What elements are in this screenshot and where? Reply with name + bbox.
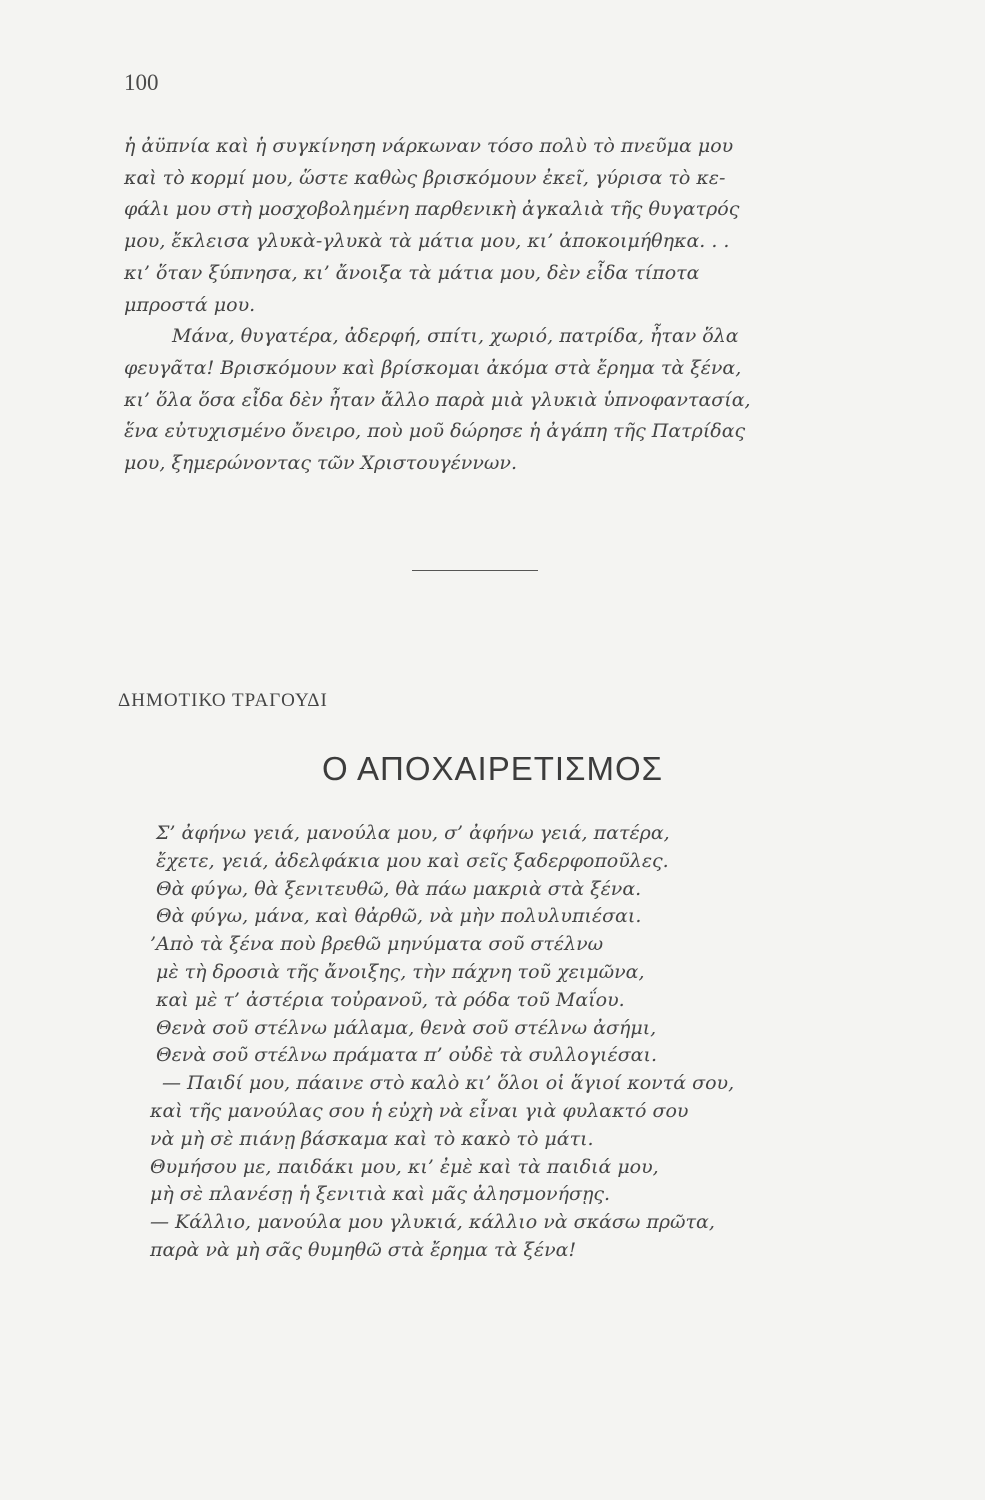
poem-line: Θὰ φύγω, θὰ ξενιτευθῶ, θὰ πάω μακριὰ στὰ ξένα. <box>156 877 642 900</box>
prose-line: κι’ ὅλα ὅσα εἶδα δὲν ἦταν ἄλλο παρὰ μιὰ γλυκιὰ ὑπνοφαντασία, <box>124 388 751 411</box>
prose-line: φάλι μου στὴ μοσχοβολημένη παρθενικὴ ἀγκαλιὰ τῆς θυγατρός <box>124 198 740 221</box>
prose-line: ἡ ἀϋπνία καὶ ἡ συγκίνηση νάρκωναν τόσο πολὺ τὸ πνεῦμα μου <box>124 135 734 157</box>
section-divider <box>412 570 538 571</box>
paragraph-1 <box>124 131 850 321</box>
prose-line: μου, ξημερώνοντας τῶν Χριστουγέννων. <box>124 452 517 475</box>
poem-line: Θενὰ σοῦ στέλνω πράματα π’ οὐδὲ τὰ συλλογιέσαι. <box>156 1044 657 1067</box>
page-number: 100 <box>124 70 159 95</box>
poem-line: ’Απὸ τὰ ξένα ποὺ βρεθῶ μηνύματα σοῦ στέλνω <box>150 933 604 956</box>
prose-line: κι’ ὅταν ξύπνησα, κι’ ἄνοιξα τὰ μάτια μου, δὲν εἶδα τίποτα <box>124 261 700 284</box>
poem-body <box>150 820 850 1265</box>
poem-line: παρὰ νὰ μὴ σᾶς θυμηθῶ στὰ ἔρημα τὰ ξένα! <box>150 1238 577 1261</box>
poem-line: καὶ τῆς μανούλας σου ἡ εὐχὴ νὰ εἶναι γιὰ φυλακτό σου <box>150 1099 689 1122</box>
prose-line: ἕνα εὐτυχισμένο ὄνειρο, ποὺ μοῦ δώρησε ἡ ἀγάπη τῆς Πατρίδας <box>124 420 746 443</box>
poem-line: μὲ τὴ δροσιὰ τῆς ἄνοιξης, τὴν πάχνη τοῦ χειμῶνα, <box>156 960 645 983</box>
poem-line: — Κάλλιο, μανούλα μου γλυκιά, κάλλιο νὰ σκάσω πρῶτα, <box>150 1211 715 1234</box>
prose-line: φευγᾶτα! Βρισκόμουν καὶ βρίσκομαι ἀκόμα στὰ ἔρημα τὰ ξένα, <box>124 356 742 379</box>
poem-line: Θενὰ σοῦ στέλνω μάλαμα, θενὰ σοῦ στέλνω ἀσήμι, <box>156 1016 657 1039</box>
prose-text <box>124 131 850 480</box>
poem-line: Σ’ ἀφήνω γειά, μανούλα μου, σ’ ἀφήνω γειά, πατέρα, <box>156 822 670 844</box>
poem-title: Ο ΑΠΟΧΑΙΡΕΤΙΣΜΟΣ <box>321 750 664 787</box>
poem-line: ἔχετε, γειά, ἀδελφάκια μου καὶ σεῖς ξαδερφοποῦλες. <box>156 849 669 872</box>
prose-line: Μάνα, θυγατέρα, ἀδερφή, σπίτι, χωριό, πατρίδα, ἦταν ὅλα <box>172 325 739 348</box>
prose-line: μπροστά μου. <box>124 293 256 316</box>
poem-line: μὴ σὲ πλανέσῃ ἡ ξενιτιὰ καὶ μᾶς ἀλησμονήσῃς. <box>150 1183 611 1206</box>
paragraph-2 <box>124 321 850 480</box>
poem-line: νὰ μὴ σὲ πιάνῃ βάσκαμα καὶ τὸ κακὸ τὸ μάτι. <box>150 1127 594 1150</box>
poem-line: καὶ μὲ τ’ ἀστέρια τοὐρανοῦ, τὰ ρόδα τοῦ Μαΐου. <box>156 988 625 1011</box>
section-label: ΔΗΜΟΤΙΚΟ ΤΡΑΓΟΥΔΙ <box>118 690 328 711</box>
poem-line: Θυμήσου με, παιδάκι μου, κι’ ἐμὲ καὶ τὰ παιδιά μου, <box>150 1155 659 1178</box>
poem-line: — Παιδί μου, πάαινε στὸ καλὸ κι’ ὅλοι οἱ ἅγιοί κοντά σου, <box>162 1072 735 1095</box>
prose-line: μου, ἔκλεισα γλυκὰ-γλυκὰ τὰ μάτια μου, κι’ ἀποκοιμήθηκα. . . <box>124 230 730 253</box>
prose-line: καὶ τὸ κορμί μου, ὥστε καθὼς βρισκόμουν ἐκεῖ, γύρισα τὸ κε- <box>124 166 726 189</box>
poem-line: Θὰ φύγω, μάνα, καὶ θἀρθῶ, νὰ μὴν πολυλυπιέσαι. <box>156 905 642 928</box>
